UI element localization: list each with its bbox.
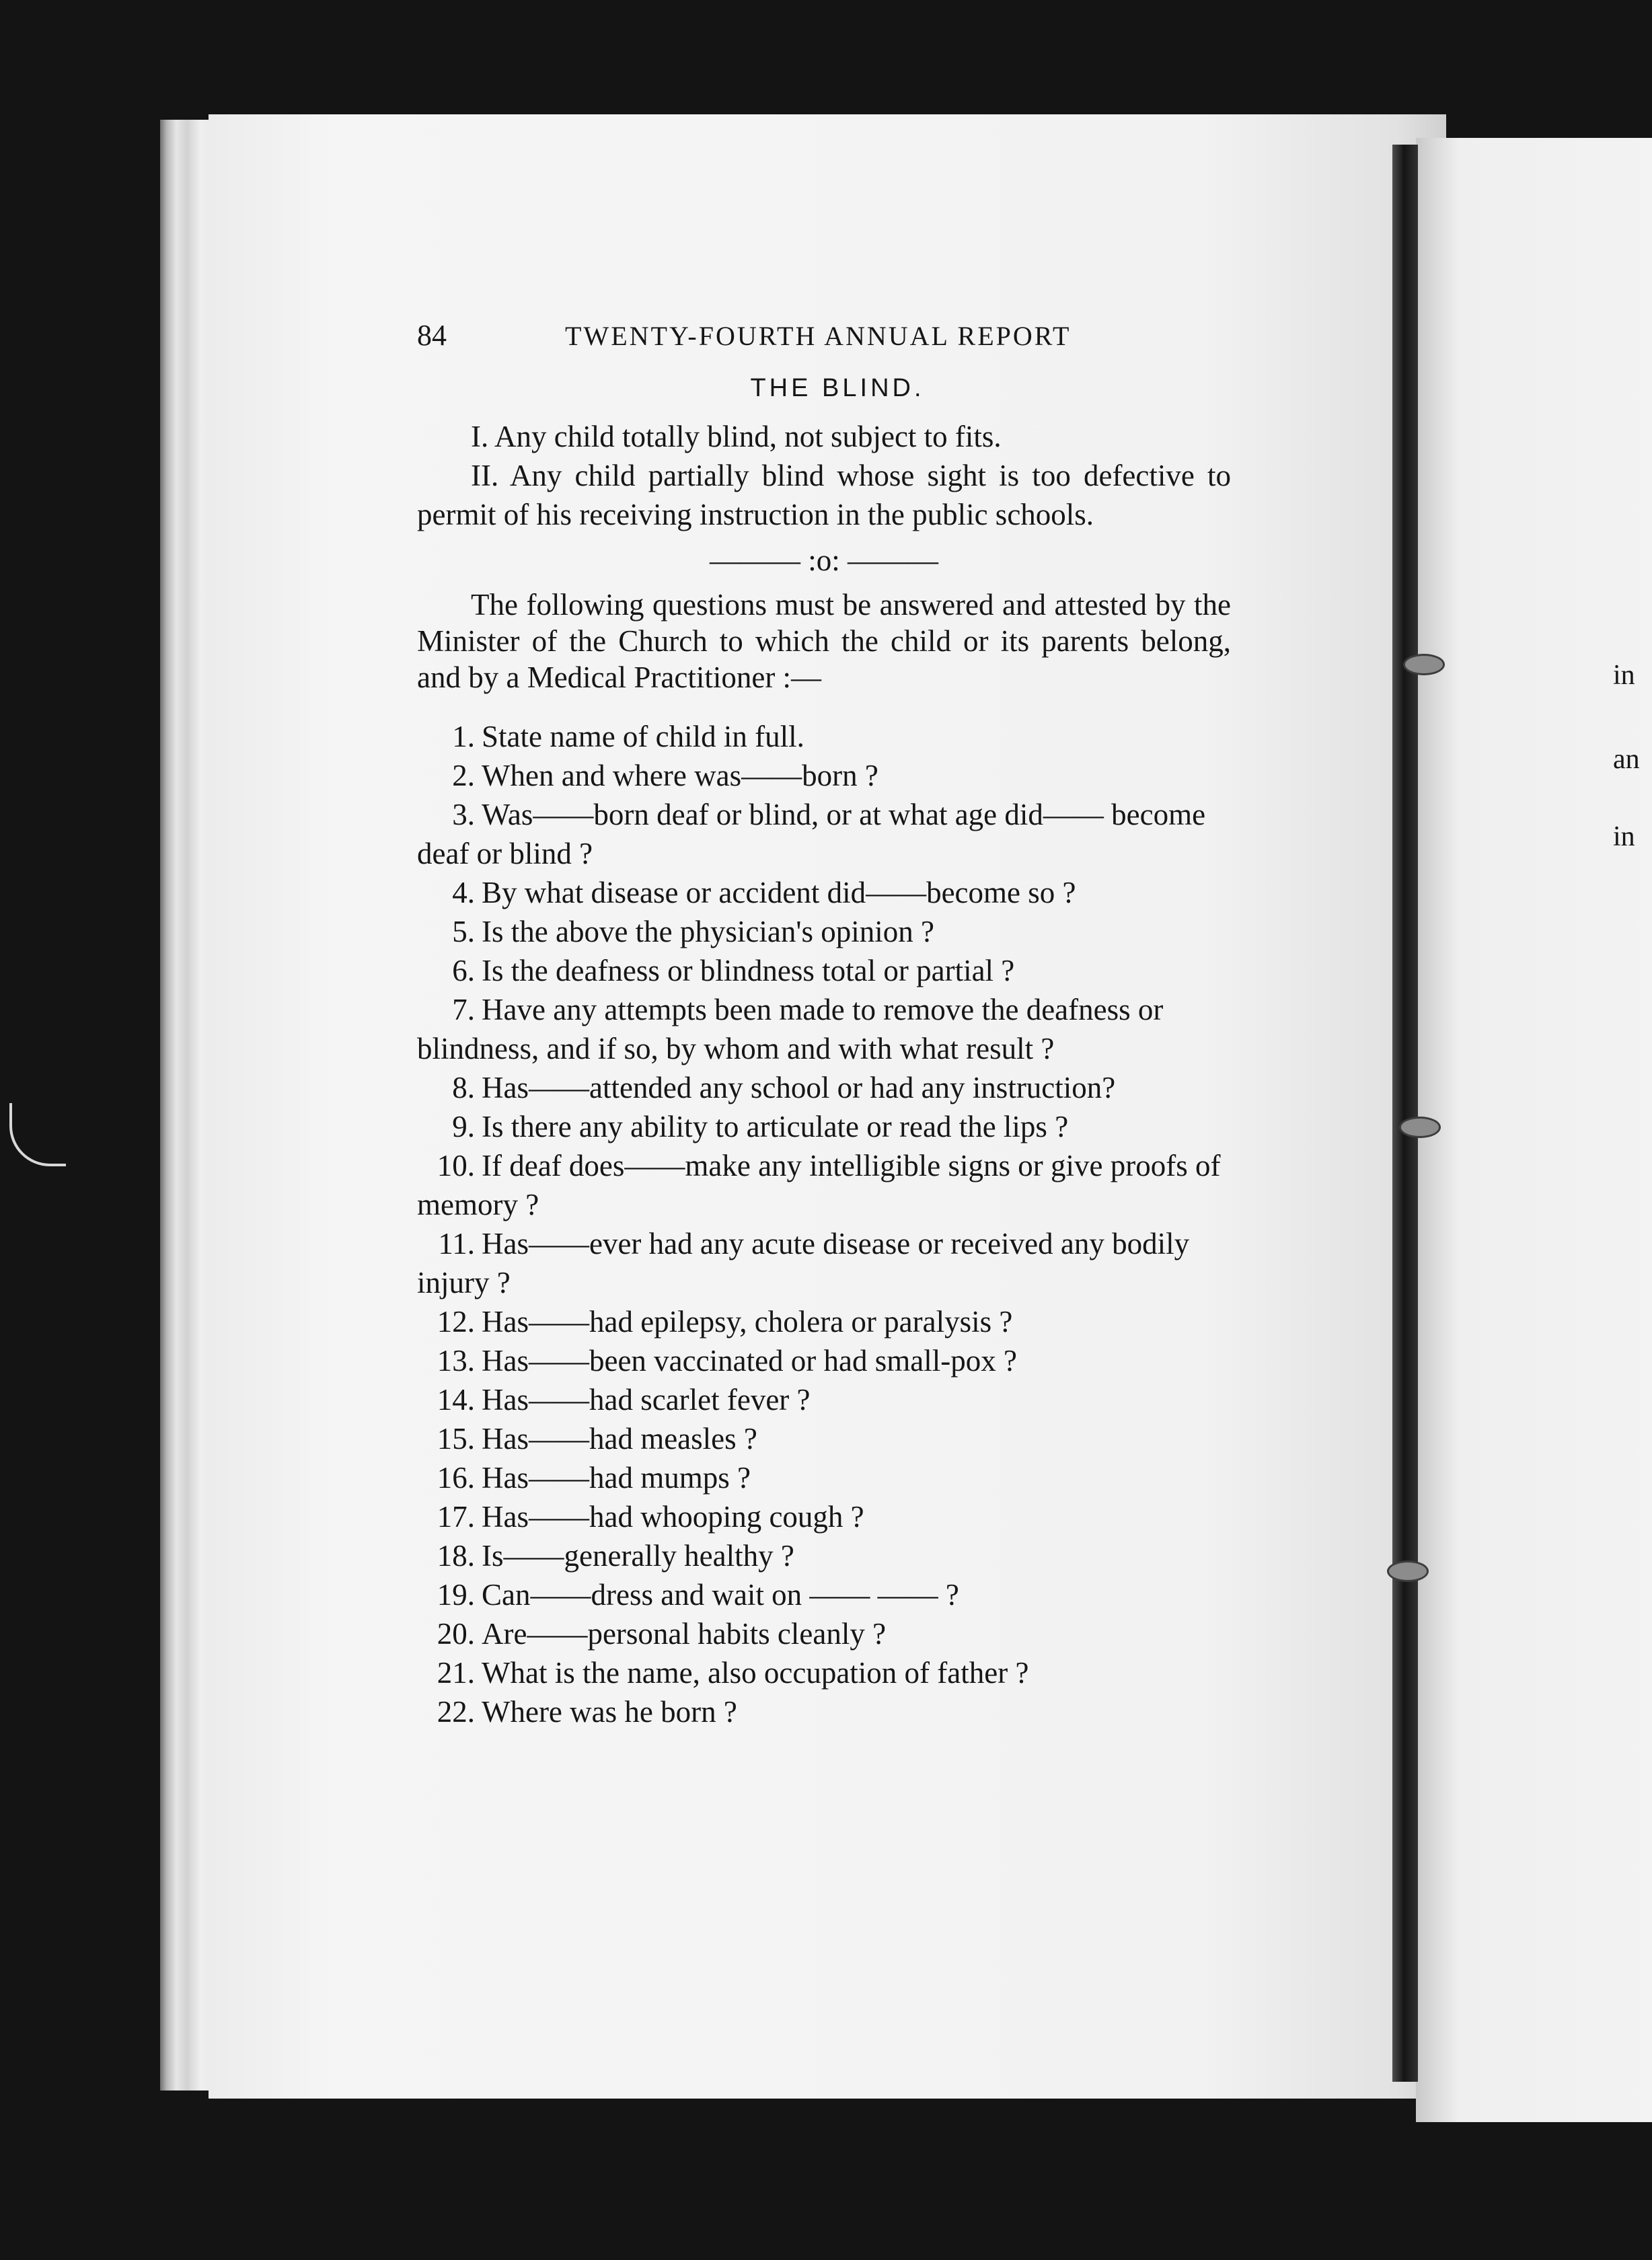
question-number: 22. [437,1695,475,1729]
question-text: Where was he born ? [482,1695,737,1729]
question-text: Has——been vaccinated or had small-pox ? [482,1344,1017,1378]
question-item [417,1146,1231,1224]
question-item [417,1653,1231,1692]
question-number: 17. [437,1500,475,1534]
question-text: Has——had mumps ? [482,1461,751,1495]
binding-thread [1387,1560,1429,1582]
question-text: When and where was——born ? [482,759,878,792]
question-item [417,1419,1231,1458]
question-number: 7. [452,993,475,1026]
question-text: Has——attended any school or had any instruction? [482,1071,1116,1104]
question-number: 1. [452,720,475,753]
question-item [417,873,1231,912]
binding-thread [1399,1117,1441,1138]
question-number: 13. [437,1344,475,1378]
question-number: 6. [452,954,475,987]
question-item [417,1575,1231,1614]
question-text: Is there any ability to articulate or read the lips ? [482,1110,1069,1143]
question-item [417,1458,1231,1497]
loose-thread-mark [9,1103,66,1166]
question-item [417,1068,1231,1107]
page-number: 84 [417,319,447,352]
question-number: 19. [437,1578,475,1612]
question-number: 3. [452,798,475,831]
question-number: 20. [437,1617,475,1651]
running-title: TWENTY-FOURTH ANNUAL REPORT [565,321,1072,351]
question-number: 12. [437,1305,475,1339]
question-number: 5. [452,915,475,948]
running-header [417,316,1231,363]
question-item [417,990,1231,1068]
question-text: Are——personal habits cleanly ? [482,1617,887,1651]
section-title: THE BLIND. [750,374,925,402]
question-text: Has——had whooping cough ? [482,1500,864,1534]
question-text: If deaf does——make any intelligible signs or give proofs of memory ? [417,1149,1221,1221]
question-number: 14. [437,1383,475,1417]
question-item [417,1614,1231,1653]
question-item [417,795,1231,873]
question-text: Has——had epilepsy, cholera or paralysis ? [482,1305,1013,1339]
question-item [417,1692,1231,1731]
question-number: 2. [452,759,475,792]
book-gutter [1392,145,1418,2082]
facing-page [1416,138,1652,2122]
question-item [417,1497,1231,1536]
question-item [417,1107,1231,1146]
question-number: 4. [452,876,475,909]
page-content [417,316,1231,1731]
question-number: 8. [452,1071,475,1104]
question-text: Is the deafness or blindness total or partial ? [482,954,1015,987]
book-edge [160,120,214,2090]
question-text: Is——generally healthy ? [482,1539,794,1573]
facing-page-fragment: an [1613,744,1640,775]
question-item [417,1341,1231,1380]
question-number: 16. [437,1461,475,1495]
question-item [417,1536,1231,1575]
question-text: State name of child in full. [482,720,804,753]
question-number: 9. [452,1110,475,1143]
question-item [417,912,1231,951]
binding-thread [1403,654,1445,675]
facing-page-fragment: in [1613,660,1635,691]
question-item [417,1224,1231,1302]
question-item [417,756,1231,795]
question-number: 15. [437,1422,475,1456]
question-text: Have any attempts been made to remove the deafness or blindness, and if so, by whom and with what result ? [417,993,1164,1065]
question-text: Was——born deaf or blind, or at what age did—— become deaf or blind ? [417,798,1206,870]
question-item [417,1302,1231,1341]
question-item [417,951,1231,990]
separator: ——— :o: ——— [709,543,938,577]
question-list [417,717,1231,1731]
question-text: Has——had measles ? [482,1422,757,1456]
question-number: 18. [437,1539,475,1573]
question-text: Has——had scarlet fever ? [482,1383,811,1417]
criterion: II. Any child partially blind whose sight is too defective to permit of his receiving instruction in the public schools. [417,459,1231,531]
question-text: Is the above the physician's opinion ? [482,915,934,948]
question-number: 21. [437,1656,475,1690]
question-number: 11. [438,1227,475,1260]
question-item [417,717,1231,756]
facing-page-fragment: in [1613,821,1635,852]
criterion: I. Any child totally blind, not subject to fits. [471,420,1002,453]
question-text: Has——ever had any acute disease or received any bodily injury ? [417,1227,1190,1300]
question-number: 10. [437,1149,475,1182]
question-text: By what disease or accident did——become so ? [482,876,1076,909]
question-text: What is the name, also occupation of father ? [482,1656,1029,1690]
intro-paragraph: The following questions must be answered and attested by the Minister of the Church to which the child or its parents belong, and by a Medical Practitioner :— [417,588,1231,694]
question-item [417,1380,1231,1419]
question-text: Can——dress and wait on —— —— ? [482,1578,959,1612]
